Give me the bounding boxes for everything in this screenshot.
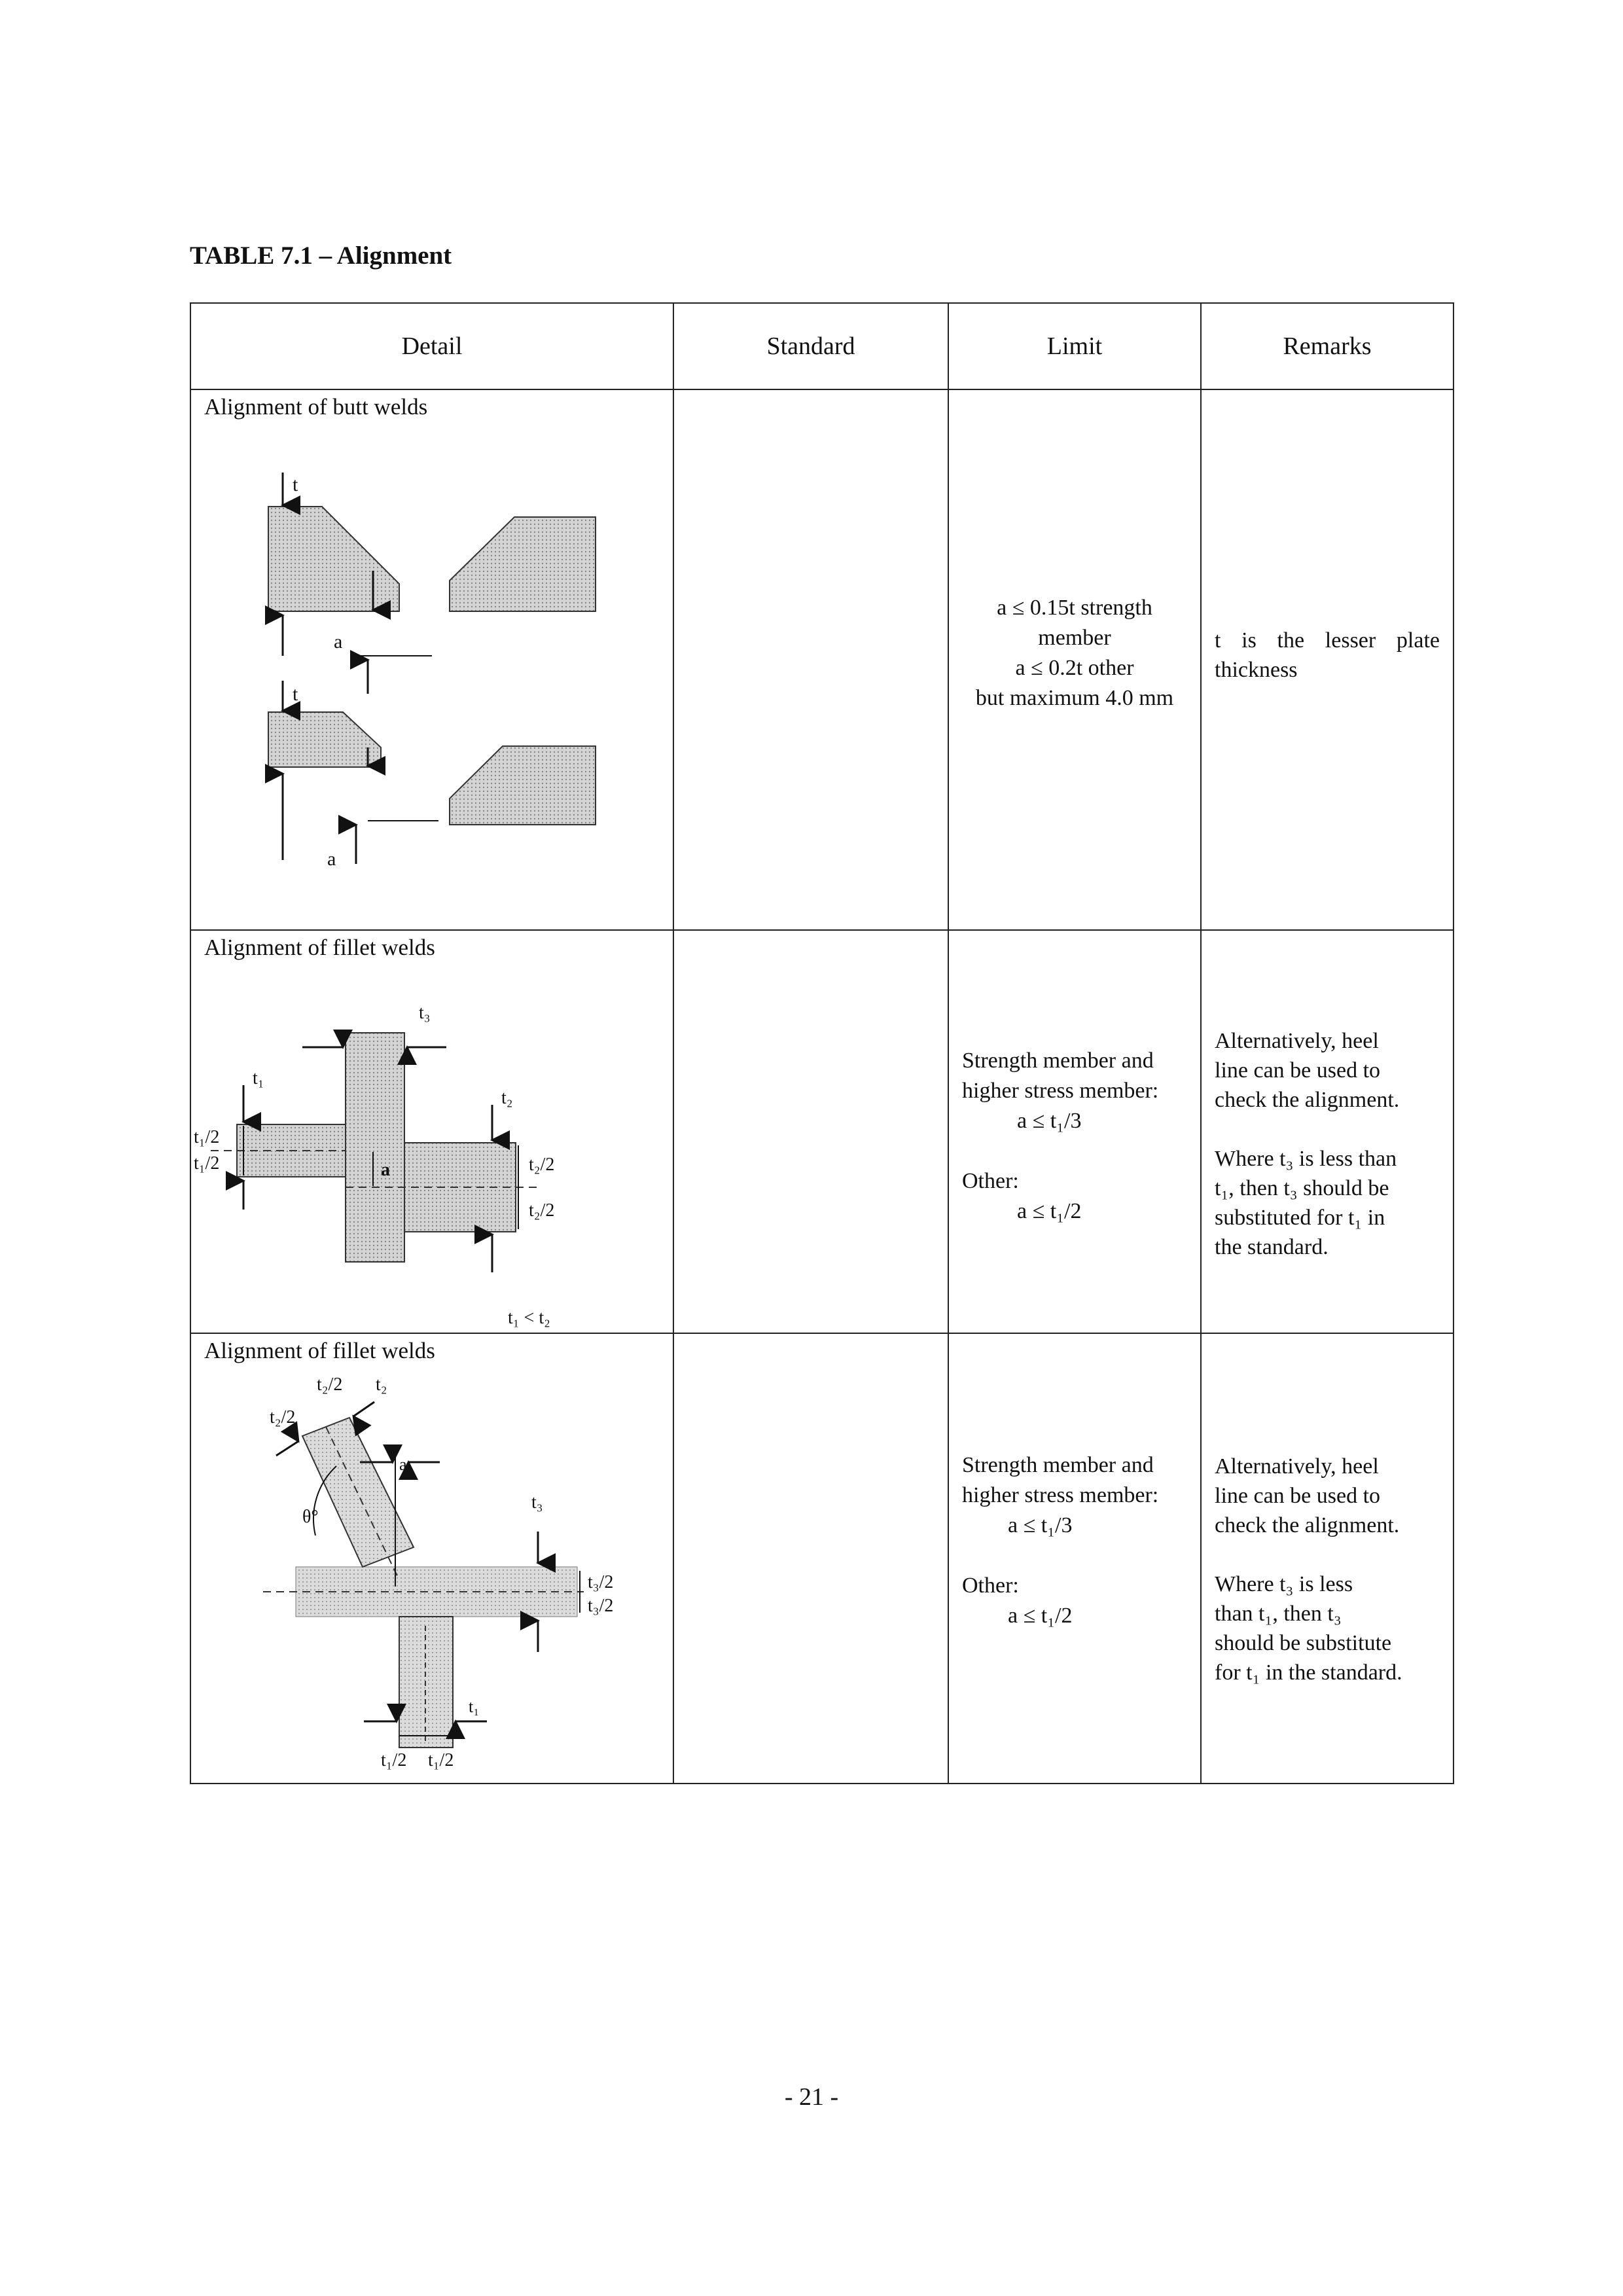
table-title: TABLE 7.1 – Alignment (190, 242, 452, 270)
limit-line: Strength member and (962, 1453, 1154, 1477)
remark-line: t is the lesser plate (1215, 628, 1440, 653)
table-row (190, 389, 1454, 930)
limit-line: a ≤ 0.15t strength (997, 596, 1152, 620)
limit-line: Other: (962, 1169, 1019, 1193)
label-t1: t₁ (253, 1068, 264, 1088)
remark-line: Where t₃ is less (1215, 1572, 1353, 1596)
remark-line: the standard. (1215, 1235, 1329, 1259)
page-number: - 21 - (784, 2083, 839, 2111)
limit-line: a ≤ t₁/3 (1017, 1109, 1082, 1133)
header-row (190, 303, 1454, 389)
remark-line: Alternatively, heel (1215, 1454, 1379, 1479)
limit-line: a ≤ t₁/2 (1008, 1604, 1073, 1628)
label-t2: t₂ (376, 1374, 387, 1395)
label-a: a (381, 1160, 390, 1180)
header-detail: Detail (190, 303, 673, 389)
label-a: a (334, 631, 343, 653)
remark-line: check the alignment. (1215, 1088, 1400, 1112)
remark-line: substituted for t₁ in (1215, 1206, 1385, 1230)
limit-line: Other: (962, 1573, 1019, 1598)
remark-line: check the alignment. (1215, 1513, 1400, 1537)
label-t2-half: t₂/2 (529, 1155, 555, 1175)
remark-line: line can be used to (1215, 1484, 1381, 1508)
header-limit: Limit (948, 303, 1201, 389)
standard-cell (673, 389, 948, 930)
standard-cell (673, 1333, 948, 1784)
remarks-cell (1201, 930, 1454, 1333)
remark-line: thickness (1215, 658, 1298, 682)
header-standard: Standard (673, 303, 948, 389)
detail-label: Alignment of butt welds (204, 394, 428, 420)
remarks-cell (1201, 1333, 1454, 1784)
label-t2-half: t₂/2 (317, 1374, 343, 1395)
limit-cell (948, 389, 1201, 930)
label-a: a (399, 1455, 407, 1474)
limit-line: a ≤ t₁/2 (1017, 1199, 1082, 1223)
limit-line: higher stress member: (962, 1483, 1159, 1507)
label-t3: t₃ (419, 1003, 431, 1023)
label-t1-half: t₁/2 (194, 1153, 220, 1174)
label-t2-half: t₂/2 (529, 1200, 555, 1221)
label-a: a (327, 848, 336, 870)
standard-cell (673, 930, 948, 1333)
limit-line: member (1038, 626, 1111, 650)
limit-line: a ≤ 0.2t other (1015, 656, 1134, 680)
table-row (190, 1333, 1454, 1784)
label-t: t (293, 683, 298, 705)
detail-cell (190, 1333, 673, 1784)
limit-line: but maximum 4.0 mm (975, 686, 1174, 710)
label-theta: θ° (302, 1507, 319, 1527)
remarks-cell (1201, 389, 1454, 930)
limit-cell (948, 930, 1201, 1333)
remark-line: Where t₃ is less than (1215, 1147, 1397, 1171)
label-t3-half: t₃/2 (588, 1596, 614, 1616)
remark-line: for t₁ in the standard. (1215, 1660, 1402, 1685)
alignment-table (190, 302, 1454, 1784)
table-row (190, 930, 1454, 1333)
fillet-weld-angled-diagram (191, 1364, 671, 1776)
label-t1: t₁ (469, 1697, 480, 1716)
label-t1-half: t₁/2 (428, 1750, 454, 1770)
remark-line: than t₁, then t₃ (1215, 1602, 1342, 1626)
label-t2: t₂ (501, 1088, 513, 1108)
limit-line: a ≤ t₁/3 (1008, 1513, 1073, 1537)
detail-label: Alignment of fillet welds (204, 935, 435, 960)
remark-line: t₁, then t₃ should be (1215, 1176, 1389, 1200)
remark-line: Alternatively, heel (1215, 1029, 1379, 1053)
remark-line: line can be used to (1215, 1058, 1381, 1083)
detail-cell (190, 930, 673, 1333)
label-t2-half: t₂/2 (270, 1407, 296, 1427)
detail-cell (190, 389, 673, 930)
butt-weld-diagram (191, 420, 671, 918)
limit-line: Strength member and (962, 1049, 1154, 1073)
label-t1-half: t₁/2 (194, 1127, 220, 1147)
label-t3: t₃ (531, 1492, 543, 1513)
fillet-weld-cross-diagram (191, 961, 671, 1327)
label-t: t (293, 474, 298, 495)
limit-line: higher stress member: (962, 1079, 1159, 1103)
label-t1-half: t₁/2 (381, 1750, 407, 1770)
header-remarks: Remarks (1201, 303, 1454, 389)
label-t3-half: t₃/2 (588, 1572, 614, 1592)
limit-cell (948, 1333, 1201, 1784)
remark-line: should be substitute (1215, 1631, 1392, 1655)
label-condition: t₁ < t₂ (508, 1308, 550, 1327)
detail-label: Alignment of fillet welds (204, 1338, 435, 1363)
